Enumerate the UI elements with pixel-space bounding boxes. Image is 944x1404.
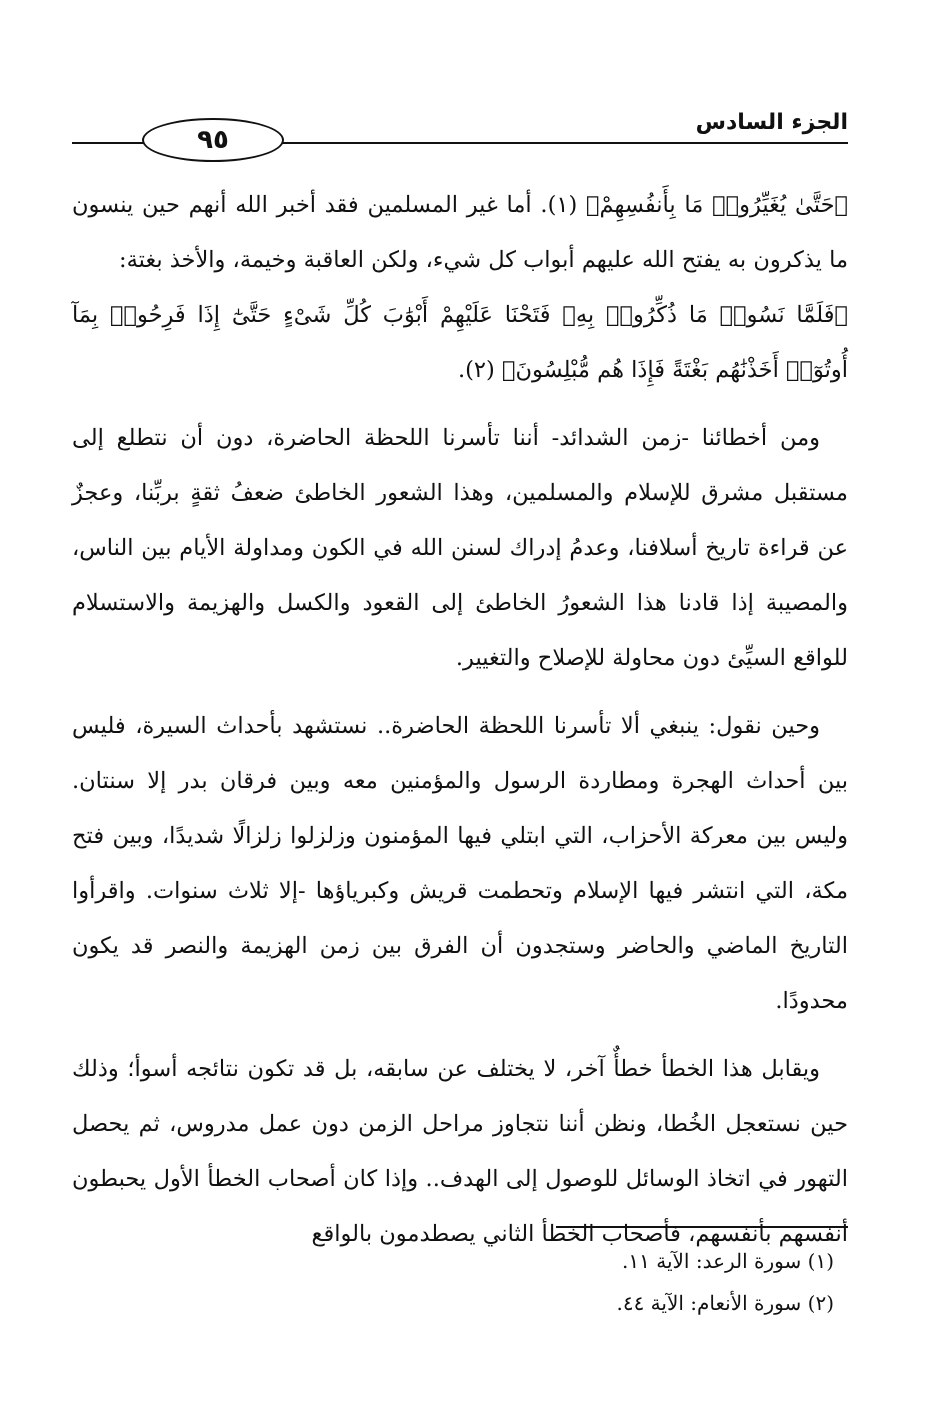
- footnote-2: (٢) سورة الأنعام: الآية ٤٤.: [616, 1291, 834, 1315]
- page-header: [72, 100, 848, 160]
- footnote-1: (١) سورة الرعد: الآية ١١.: [622, 1249, 834, 1273]
- paragraph-4: ويقابل هذا الخطأ خطأٌ آخر، لا يختلف عن سابقه، بل قد تكون نتائجه أسوأ؛ وذلك حين نستعجل الخُطا، ونظن أننا نتجاوز مراحل الزمن دون عمل مدروس، ثم يحصل التهور في اتخاذ الوسائل للوصول إلى الهدف.. وإذا كان أصحاب الخطأ الأول يحبطون أنفسهم بأنفسهم، فأصحاب الخطأ الثاني يصطدمون بالواقع: [72, 1056, 848, 1247]
- footnotes: [334, 1240, 834, 1324]
- quran-verse: ﴿فَلَمَّا نَسُوا۟ مَا ذُكِّرُوا۟ بِهِۦ فَتَحْنَا عَلَيْهِمْ أَبْوَٰبَ كُلِّ شَىْءٍ حَتَّىٰٓ إِذَا فَرِحُوا۟ بِمَآ أُوتُوٓا۟ أَخَذْنَٰهُم بَغْتَةً فَإِذَا هُم مُّبْلِسُونَ﴾ (٢).: [72, 302, 848, 383]
- paragraph-2: ومن أخطائنا -زمن الشدائد- أننا تأسرنا اللحظة الحاضرة، دون أن نتطلع إلى مستقبل مشرق للإسلام والمسلمين، وهذا الشعور الخاطئ ضعفُ ثقةٍ بربِّنا، وعجزٌ عن قراءة تاريخ أسلافنا، وعدمُ إدراك لسنن الله في الكون ومداولة الأيام بين الناس، والمصيبة إذا قادنا هذا الشعورُ الخاطئ إلى القعود والكسل والهزيمة والاستسلام للواقع السيِّئ دون محاولة للإصلاح والتغيير.: [72, 425, 848, 671]
- paragraph-1: ﴿حَتَّىٰ يُغَيِّرُوا۟ مَا بِأَنفُسِهِمْ﴾ (١). أما غير المسلمين فقد أخبر الله أنهم حين ينسون ما يذكرون به يفتح الله عليهم أبواب كل شيء، ولكن العاقبة وخيمة، والأخذ بغتة:: [72, 192, 849, 273]
- page-number: ٩٥: [142, 118, 284, 162]
- paragraph-3: وحين نقول: ينبغي ألا تأسرنا اللحظة الحاضرة.. نستشهد بأحداث السيرة، فليس بين أحداث الهجرة ومطاردة الرسول والمؤمنين معه وبين فرقان بدر إلا سنتان. وليس بين معركة الأحزاب، التي ابتلي فيها المؤمنون وزلزلوا زلزالًا شديدًا، وبين فتح مكة، التي انتشر فيها الإسلام وتحطمت قريش وكبرياؤها -إلا ثلاث سنوات. واقرأوا التاريخ الماضي والحاضر وستجدون أن الفرق بين زمن الهزيمة والنصر قد يكون محدودًا.: [72, 713, 848, 1014]
- footnote-rule: [556, 1226, 848, 1228]
- page-body: [72, 178, 848, 1262]
- chapter-title: الجزء السادس: [695, 110, 848, 135]
